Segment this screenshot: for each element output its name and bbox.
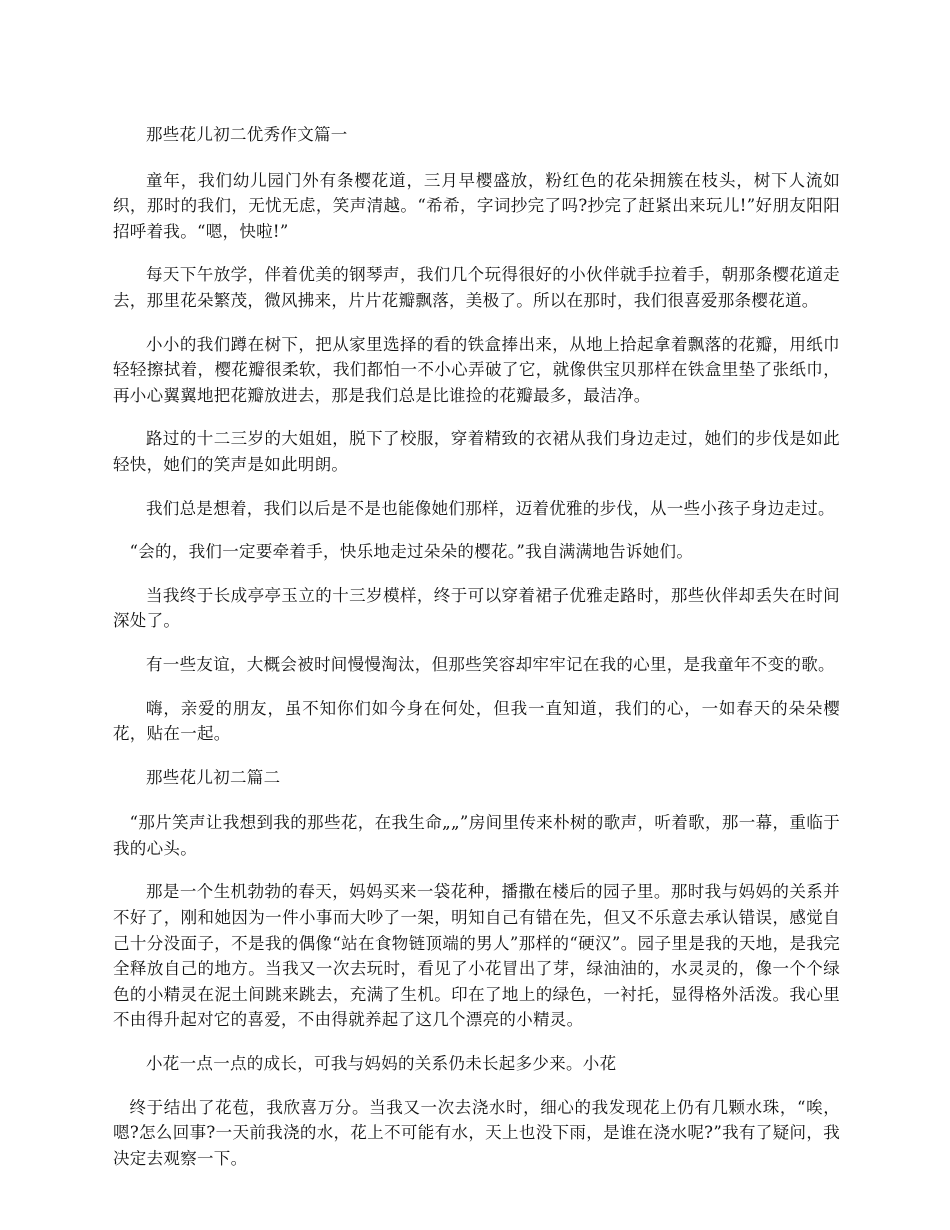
paragraph: “那片笑声让我想到我的那些花，在我生命„„”房间里传来朴树的歌声，听着歌，那一幕，重临于我的心头。 — [113, 813, 840, 858]
paragraph: 我们总是想着，我们以后是不是也能像她们那样，迈着优雅的步伐，从一些小孩子身边走过。 — [146, 498, 835, 518]
paragraph: 嗨，亲爱的朋友，虽不知你们如今身在何处，但我一直知道，我们的心，一如春天的朵朵樱花，贴在一起。 — [113, 698, 840, 744]
paragraph: 路过的十二三岁的大姐姐，脱下了校服，穿着精致的衣裙从我们身边走过，她们的步伐是如此轻快，她们的笑声是如此明朗。 — [113, 429, 840, 474]
paragraph: 终于结出了花苞，我欣喜万分。当我又一次去浇水时，细心的我发现花上仍有几颗水珠，“唉，嗯?怎么回事?一天前我浇的水，花上不可能有水，天上也没下雨，是谁在浇水呢?”我有了疑问，我决定去观察一下。 — [113, 1097, 840, 1168]
paragraph: 童年，我们幼儿园门外有条樱花道，三月早樱盛放，粉红色的花朵拥簇在枝头，树下人流如织，那时的我们，无忧无虑，笑声清越。“希希，字词抄完了吗?抄完了赶紧出来玩儿!”好朋友阳阳招呼着我。“嗯，快啦!” — [113, 170, 840, 241]
document-page — [113, 122, 840, 1189]
paragraph: 小小的我们蹲在树下，把从家里选择的看的铁盒捧出来，从地上拾起拿着飘落的花瓣，用纸巾轻轻擦拭着，樱花瓣很柔软，我们都怕一不小心弄破了它，就像供宝贝那样在铁盒里垫了张纸巾，再小心翼翼地把花瓣放进去，那是我们总是比谁捡的花瓣最多，最洁净。 — [113, 334, 840, 405]
paragraph: 有一些友谊，大概会被时间慢慢淘汰，但那些笑容却牢牢记在我的心里，是我童年不变的歌。 — [146, 654, 835, 674]
essay-title-2: 那些花儿初二篇二 — [146, 767, 281, 787]
essay-title-1: 那些花儿初二优秀作文篇一 — [146, 125, 348, 144]
paragraph: 当我终于长成亭亭玉立的十三岁模样，终于可以穿着裙子优雅走路时，那些伙伴却丢失在时间深处了。 — [113, 585, 840, 631]
paragraph: 每天下午放学，伴着优美的钢琴声，我们几个玩得很好的小伙伴就手拉着手，朝那条樱花道走去，那里花朵繁茂，微风拂来，片片花瓣飘落，美极了。所以在那时，我们很喜爱那条樱花道。 — [113, 265, 840, 310]
paragraph: “会的，我们一定要牵着手，快乐地走过朵朵的樱花。”我自满满地告诉她们。 — [129, 542, 694, 562]
paragraph: 小花一点一点的成长，可我与妈妈的关系仍未长起多少来。小花 — [146, 1054, 617, 1074]
paragraph: 那是一个生机勃勃的春天，妈妈买来一袋花种，播撒在楼后的园子里。那时我与妈妈的关系并不好了，刚和她因为一件小事而大吵了一架，明知自己有错在先，但又不乐意去承认错误，感觉自己十分没面子，不是我的偶像“站在食物链顶端的男人”那样的“硬汉”。园子里是我的天地，是我完全释放自己的地方。当我又一次去玩时，看见了小花冒出了芽，绿油油的，水灵灵的，像一个个绿色的小精灵在泥土间跳来跳去，充满了生机。印在了地上的绿色，一衬托，显得格外活泼。我心里不由得升起对它的喜爱，不由得就养起了这几个漂亮的小精灵。 — [113, 882, 840, 1030]
